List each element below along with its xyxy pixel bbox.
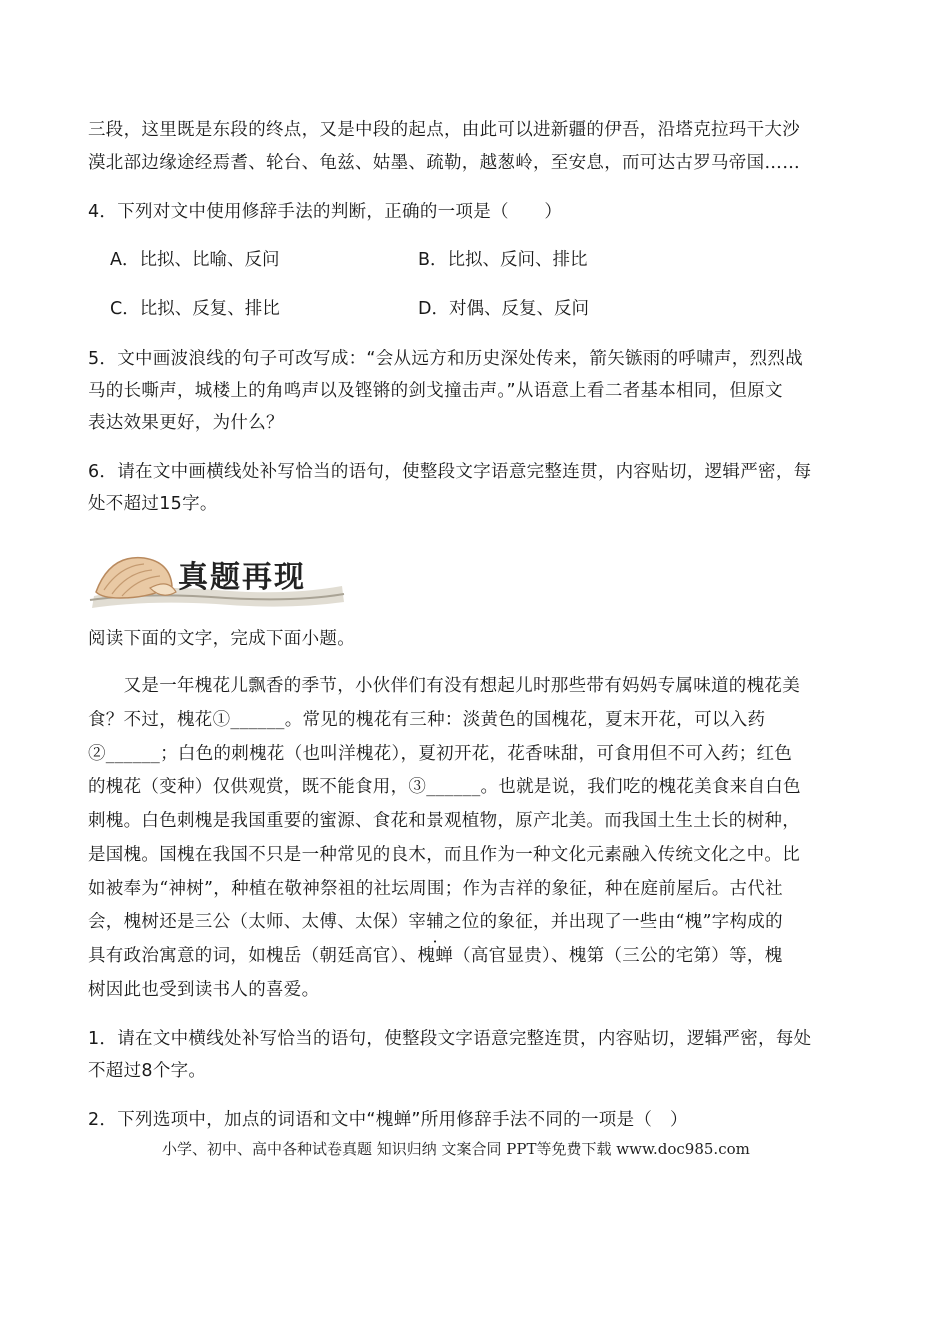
question-5-line-2: 马的长嘶声，城楼上的角鸣声以及铿锵的剑戈撞击声。”从语意上看二者基本相同，但原文 — [88, 381, 783, 401]
dotted-word: 槐蝉 — [417, 946, 454, 966]
question-5-line-3: 表达效果更好，为什么？ — [88, 413, 284, 433]
passage-line-8: 会，槐树还是三公（太师、太傅、太保）宰辅之位的象征，并出现了一些由“槐”字构成的 — [88, 912, 783, 932]
passage-line-9-before: 具有政治寓意的词，如槐岳（朝廷高官）、 — [88, 946, 418, 966]
question-5-line-1: 5．文中画波浪线的句子可改写成：“会从远方和历史深处传来，箭矢镞雨的呼啸声，烈烈战 — [88, 349, 803, 369]
question-6-line-2: 处不超过15字。 — [88, 494, 218, 514]
passage-line-9 — [88, 942, 783, 967]
question-1-line-1: 1．请在文中横线处补写恰当的语句，使整段文字语意完整连贯，内容贴切，逻辑严密，每处 — [88, 1029, 812, 1049]
passage-line-3: ②______；白色的刺槐花（也叫洋槐花），夏初开花，花香味甜，可食用但不可入药；红色 — [88, 744, 793, 764]
passage-line-5: 刺槐。白色刺槐是我国重要的蜜源、食花和景观植物，原产北美。而我国土生土长的树种， — [88, 811, 800, 831]
passage-line-4: 的槐花（变种）仅供观赏，既不能食用，③______。也就是说，我们吃的槐花美食来自白色 — [88, 777, 801, 797]
passage-line-2: 食？不过，槐花①______。常见的槐花有三种：淡黄色的国槐花，夏末开花，可以入药 — [88, 710, 766, 730]
passage-line-10: 树因此也受到读书人的喜爱。 — [88, 980, 320, 1000]
section-title: 真题再现 — [178, 560, 306, 595]
question-6-line-1: 6．请在文中画横线处补写恰当的语句，使整段文字语意完整连贯，内容贴切，逻辑严密，每 — [88, 462, 812, 482]
passage-line-6: 是国槐。国槐在我国不只是一种常见的良木，而且作为一种文化元素融入传统文化之中。比 — [88, 845, 800, 865]
question-4-option-c: C．比拟、反复、排比 — [110, 299, 280, 319]
passage-top-line-1: 三段，这里既是东段的终点，又是中段的起点，由此可以进新疆的伊吾，沿塔克拉玛干大沙 — [88, 120, 800, 140]
question-1-line-2: 不超过8个字。 — [88, 1061, 207, 1081]
passage-line-1: 又是一年槐花儿飘香的季节，小伙伴们有没有想起儿时那些带有妈妈专属味道的槐花美 — [88, 676, 800, 696]
question-2-stem: 2．下列选项中，加点的词语和文中“槐蝉”所用修辞手法不同的一项是（ ） — [88, 1110, 688, 1130]
section-banner — [86, 544, 348, 614]
question-4-option-a: A．比拟、比喻、反问 — [110, 250, 280, 270]
reading-instruction: 阅读下面的文字，完成下面小题。 — [88, 629, 355, 649]
passage-line-9-after: （高官显贵）、槐第（三公的宅第）等，槐 — [453, 946, 783, 966]
passage-line-7: 如被奉为“神树”，种植在敬神祭祖的社坛周围；作为吉祥的象征，种在庭前屋后。古代社 — [88, 879, 783, 899]
question-4-stem: 4．下列对文中使用修辞手法的判断，正确的一项是（ ） — [88, 202, 563, 222]
question-4-option-d: D．对偶、反复、反问 — [418, 299, 589, 319]
passage-top-line-2: 漠北部边缘途经焉耆、轮台、龟兹、姑墨、疏勒，越葱岭，至安息，而可达古罗马帝国…… — [88, 153, 800, 173]
question-4-option-b: B．比拟、反问、排比 — [418, 250, 588, 270]
page-footer: 小学、初中、高中各种试卷真题 知识归纳 文案合同 PPT等免费下载 www.doc985.com — [162, 1140, 750, 1158]
